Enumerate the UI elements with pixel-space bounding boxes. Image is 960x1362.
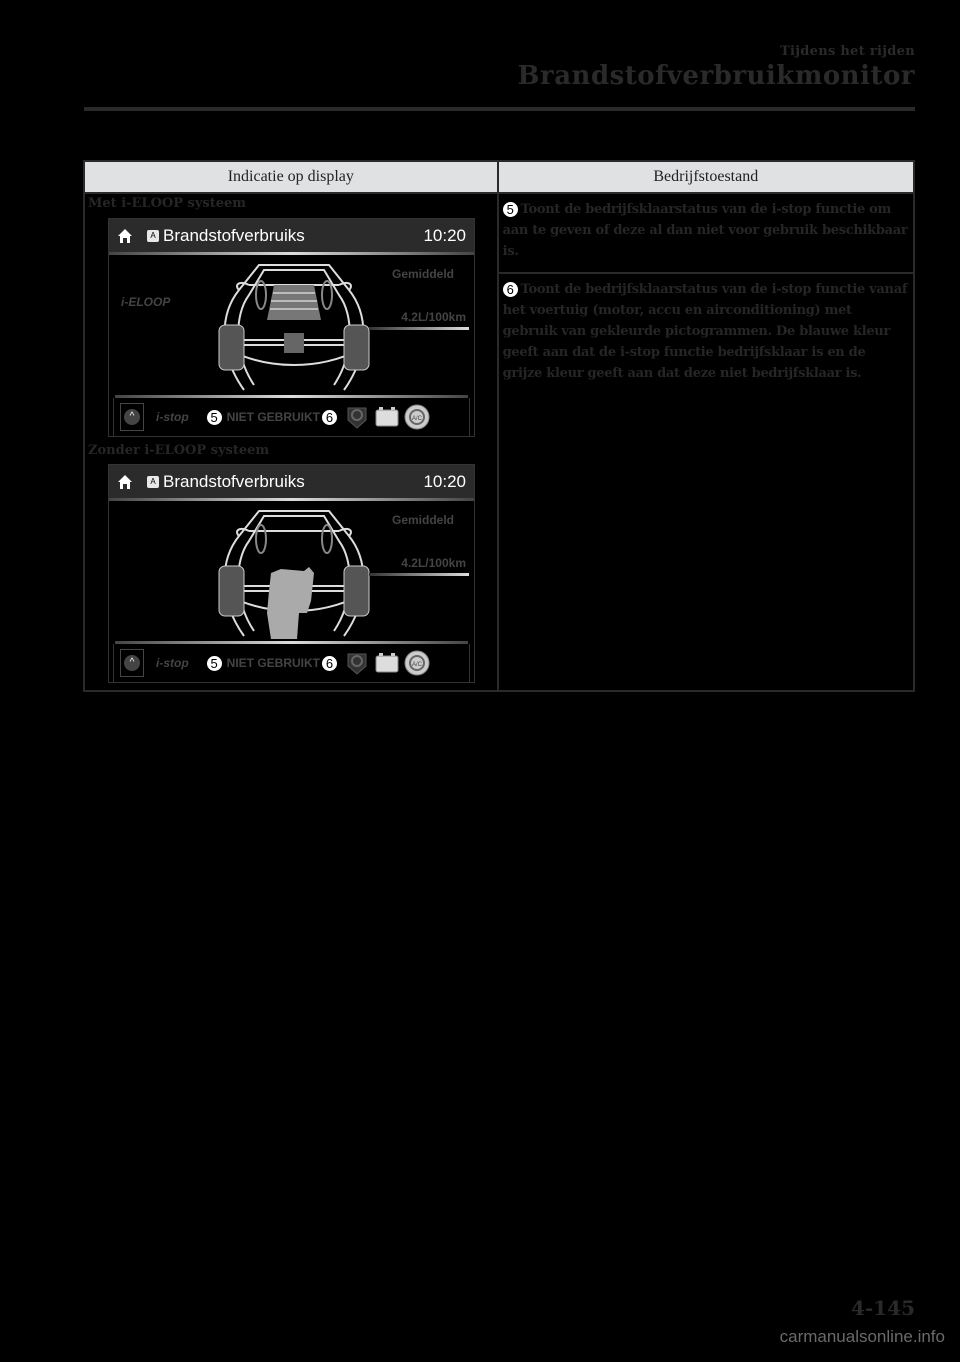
car-diagram-icon bbox=[209, 501, 379, 641]
clock: 10:20 bbox=[423, 225, 466, 245]
value-underline bbox=[369, 327, 469, 330]
svg-text:A/C: A/C bbox=[412, 416, 423, 422]
app-icon: A bbox=[147, 476, 159, 488]
average-label: Gemiddeld bbox=[391, 513, 454, 527]
callout-6-marker: 6 bbox=[503, 282, 518, 297]
callout-5-marker: 5 bbox=[207, 410, 222, 425]
with-eloop-label: Met i-ELOOP systeem bbox=[88, 196, 247, 211]
page-number: 4-145 bbox=[851, 1296, 915, 1320]
info-table bbox=[83, 160, 915, 692]
battery-icon bbox=[374, 650, 400, 676]
screen-title: Brandstofverbruiks bbox=[163, 471, 305, 491]
header-divider bbox=[84, 107, 915, 111]
section-title: Tijdens het rijden bbox=[780, 44, 915, 59]
istop-status-bar bbox=[113, 644, 470, 683]
chevron-up-icon: ^ bbox=[124, 409, 140, 425]
without-eloop-label: Zonder i-ELOOP systeem bbox=[88, 443, 270, 458]
description-6 bbox=[500, 275, 912, 388]
fuel-consumption-value: 4.2L/100km bbox=[401, 556, 466, 570]
istop-status-text: NIET GEBRUIKT bbox=[226, 410, 321, 424]
eloop-label: i-ELOOP bbox=[121, 295, 171, 309]
description-cell-6 bbox=[498, 273, 914, 691]
description-5-text: Toont de bedrijfsklaarstatus van de i-stop functie om aan te geven of deze al dan niet voor gebruik beschikbaar is. bbox=[502, 202, 908, 259]
istop-status-bar bbox=[113, 398, 470, 437]
screen-title: Brandstofverbruiks bbox=[163, 225, 305, 245]
callout-6-marker: 6 bbox=[322, 656, 337, 671]
page-title: Brandstofverbruikmonitor bbox=[517, 61, 915, 91]
svg-text:A/C: A/C bbox=[412, 662, 423, 668]
expand-button[interactable] bbox=[120, 649, 144, 677]
clock: 10:20 bbox=[423, 471, 466, 491]
screen-body bbox=[109, 255, 474, 395]
description-5 bbox=[500, 195, 912, 266]
description-cell-5 bbox=[498, 193, 914, 273]
ac-icon bbox=[404, 650, 430, 676]
ac-icon bbox=[404, 404, 430, 430]
car-diagram-icon bbox=[209, 255, 379, 395]
display-screen-without-eloop bbox=[108, 464, 475, 683]
chevron-up-icon: ^ bbox=[124, 655, 140, 671]
callout-5-marker: 5 bbox=[503, 202, 518, 217]
app-icon: A bbox=[147, 230, 159, 242]
fuel-consumption-value: 4.2L/100km bbox=[401, 310, 466, 324]
battery-icon bbox=[374, 404, 400, 430]
display-cell bbox=[84, 193, 498, 691]
callout-6-marker: 6 bbox=[322, 410, 337, 425]
home-icon bbox=[117, 228, 133, 244]
istop-label: i-stop bbox=[156, 410, 189, 424]
screen-title-bar bbox=[109, 219, 474, 252]
istop-status-text: NIET GEBRUIKT bbox=[226, 656, 321, 670]
watermark-link[interactable]: carmanualsonline.info bbox=[779, 1327, 945, 1346]
expand-button[interactable] bbox=[120, 403, 144, 431]
engine-icon bbox=[344, 404, 370, 430]
screen-body bbox=[109, 501, 474, 641]
istop-label: i-stop bbox=[156, 656, 189, 670]
callout-5-marker: 5 bbox=[207, 656, 222, 671]
screen-title-bar bbox=[109, 465, 474, 498]
engine-icon bbox=[344, 650, 370, 676]
average-label: Gemiddeld bbox=[391, 267, 454, 281]
display-screen-with-eloop bbox=[108, 218, 475, 437]
column-header-display: Indicatie op display bbox=[84, 161, 498, 193]
description-6-text: Toont de bedrijfsklaarstatus van de i-stop functie vanaf het voertuig (motor, accu en airconditioning) met gebruik van gekleurde pictogrammen. De blauwe kleur geeft aan dat de i-stop functie bedrijfsklaar is en de grijze kleur geeft aan dat deze niet bedrijfsklaar is. bbox=[502, 282, 908, 381]
column-header-status: Bedrijfstoestand bbox=[498, 161, 914, 193]
value-underline bbox=[369, 573, 469, 576]
home-icon bbox=[117, 474, 133, 490]
